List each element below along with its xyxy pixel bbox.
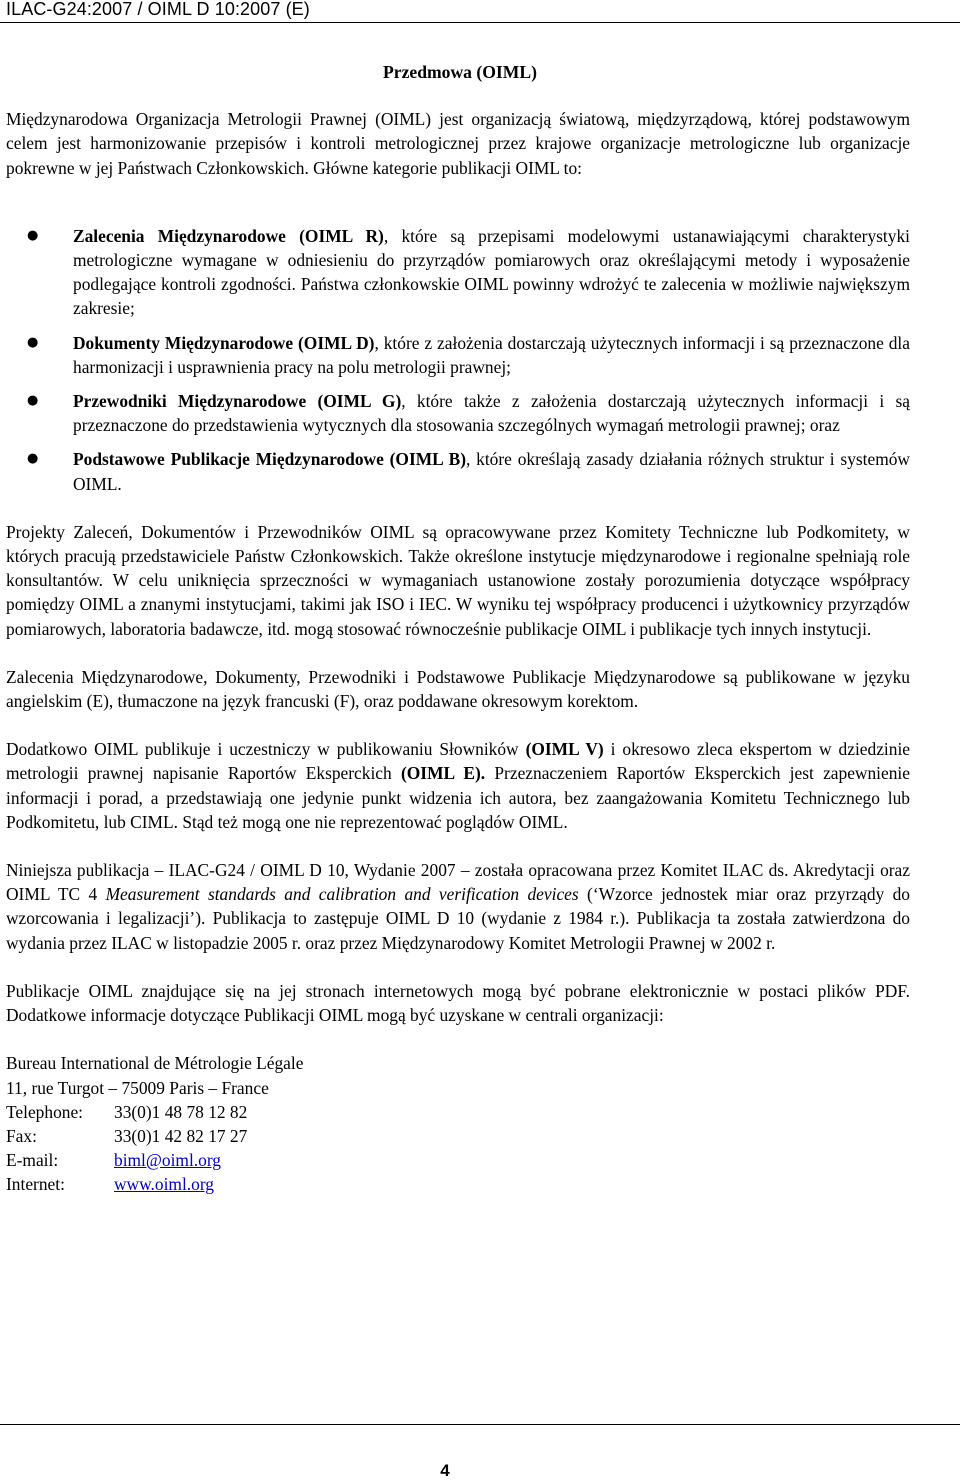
internet-label: Internet:: [6, 1174, 65, 1195]
publication-categories-list: [6, 224, 910, 496]
category-desc: , które także z założenia dostarczają użytecznych informacji i są przeznaczone do przedstawienia wytycznych dla stosowania szczególnych wymagań metrologii prawnej; oraz: [73, 391, 910, 436]
bullet-icon: ●: [27, 451, 39, 467]
page-title: Przedmowa (OIML): [383, 62, 537, 82]
paragraph-text: (‘Wzorce jednostek miar oraz przyrządy do wzorcowania i legalizacji’). Publikacja to zastępuje OIML D 10 (wydanie z 1984 r.). Publikacja ta została zatwierdzona do wydania przez ILAC w listopadzie 2005 r. oraz przez Międzynarodowy Komitet Metrologii Prawnej w 2002 r.: [6, 884, 910, 953]
document-body: [6, 50, 910, 1197]
document-id: ILAC-G24:2007 / OIML D 10:2007 (E): [6, 0, 310, 19]
bullet-icon: ●: [27, 393, 39, 409]
category-desc: , które są przepisami modelowymi ustanawiającymi charakterystyki metrologiczne wymagane w odniesieniu do przyrządów pomiarowych oraz określającymi metody i wyposażenie podlegające kontroli zgodności. Państwa członkowskie OIML powinny wdrożyć te zalecenia w możliwie największym zakresie;: [73, 225, 910, 319]
paragraph-text: Niniejsza publikacja – ILAC-G24 / OIML D 10, Wydanie 2007 – została opracowana przez Komitet ILAC ds. Akredytacji oraz OIML TC 4: [6, 860, 910, 905]
category-name: Podstawowe Publikacje Międzynarodowe (OIML B): [73, 449, 466, 470]
fax-value: 33(0)1 42 82 17 27: [114, 1125, 248, 1146]
internet-row: [6, 1172, 910, 1196]
organization-name: Bureau International de Métrologie Légale: [6, 1053, 304, 1074]
tc4-title: Measurement standards and calibration and verification devices: [105, 884, 579, 905]
oiml-v-label: (OIML V): [525, 739, 604, 760]
download-paragraph: Publikacje OIML znajdujące się na jej stronach internetowych mogą być pobrane elektronicznie w postaci plików PDF. Dodatkowe informacje dotyczące Publikacji OIML mogą być uzyskane w centrali organizacji:: [6, 980, 910, 1026]
paragraph-text: i okresowo zleca ekspertom w dziedzinie metrologii prawnej napisanie Raportów Eksperckich: [6, 739, 910, 784]
category-name: Przewodniki Międzynarodowe (OIML G): [73, 391, 402, 412]
email-label: E-mail:: [6, 1150, 59, 1171]
category-name: Zalecenia Międzynarodowe (OIML R): [73, 225, 384, 246]
email-link[interactable]: biml@oiml.org: [114, 1150, 222, 1171]
footer-divider: [0, 1424, 960, 1425]
contact-block: [6, 1051, 910, 1196]
paragraph-text: Przeznaczeniem Raportów Eksperckich jest zapewnienie informacji i porad, a przedstawiają one jedynie punkt widzenia ich autora, bez zaangażowania Komitetu Technicznego lub Podkomitetu, lub CIML. Stąd też mogą one nie reprezentować poglądów OIML.: [6, 763, 910, 832]
telephone-row: [6, 1100, 910, 1124]
publication-info-paragraph: [6, 858, 910, 955]
fax-label: Fax:: [6, 1125, 37, 1146]
list-item: [6, 224, 910, 321]
telephone-label: Telephone:: [6, 1101, 84, 1122]
intro-paragraph: Międzynarodowa Organizacja Metrologii Prawnej (OIML) jest organizacją światową, międzyrządową, której podstawowym celem jest harmonizowanie przepisów i kontroli metrologicznej przez krajowe organizacje metrologiczne lub organizacje pokrewne w jej Państwach Członkowskich. Główne kategorie publikacji OIML to:: [6, 109, 910, 178]
category-name: Dokumenty Międzynarodowe (OIML D): [73, 332, 375, 353]
languages-paragraph: Zalecenia Międzynarodowe, Dokumenty, Przewodniki i Podstawowe Publikacje Międzynarodowe są publikowane w języku angielskim (E), tłumaczone na język francuski (F), oraz poddawane okresowym korektom.: [6, 666, 910, 712]
additional-publications-paragraph: [6, 737, 910, 834]
paragraph-text: Dodatkowo OIML publikuje i uczestniczy w publikowaniu Słowników: [6, 739, 526, 760]
list-item: [6, 389, 910, 437]
website-link[interactable]: www.oiml.org: [114, 1174, 214, 1195]
bullet-icon: ●: [27, 227, 39, 243]
list-item: [6, 447, 910, 495]
page-number: 4: [440, 1461, 450, 1480]
bullet-icon: ●: [27, 334, 39, 350]
page-header: [0, 0, 960, 23]
fax-row: [6, 1124, 910, 1148]
address: 11, rue Turgot – 75009 Paris – France: [6, 1077, 269, 1098]
category-desc: , które z założenia dostarczają użytecznych informacji i są przeznaczone dla harmonizacji i usprawnienia pracy na polu metrologii prawnej;: [73, 332, 910, 377]
email-row: [6, 1148, 910, 1172]
list-item: [6, 331, 910, 379]
oiml-e-label: (OIML E).: [400, 763, 486, 784]
category-desc: , które określają zasady działania różnych struktur i systemów OIML.: [73, 449, 910, 494]
telephone-value: 33(0)1 48 78 12 82: [114, 1101, 248, 1122]
projects-paragraph: Projekty Zaleceń, Dokumentów i Przewodników OIML są opracowywane przez Komitety Techniczne lub Podkomitety, w których pracują przedstawiciele Państw Członkowskich. Także określone instytucje międzynarodowe i regionalne spełniają role konsultantów. W celu uniknięcia sprzeczności w wymaganiach ustanowione zostały porozumienia dotyczące współpracy pomiędzy OIML a znanymi instytucjami, takimi jak ISO i IEC. W wyniku tej współpracy producenci i użytkownicy przyrządów pomiarowych, laboratoria badawcze, itd. mogą stosować równocześnie publikacje OIML i publikacje tych innych instytucji.: [6, 521, 910, 639]
